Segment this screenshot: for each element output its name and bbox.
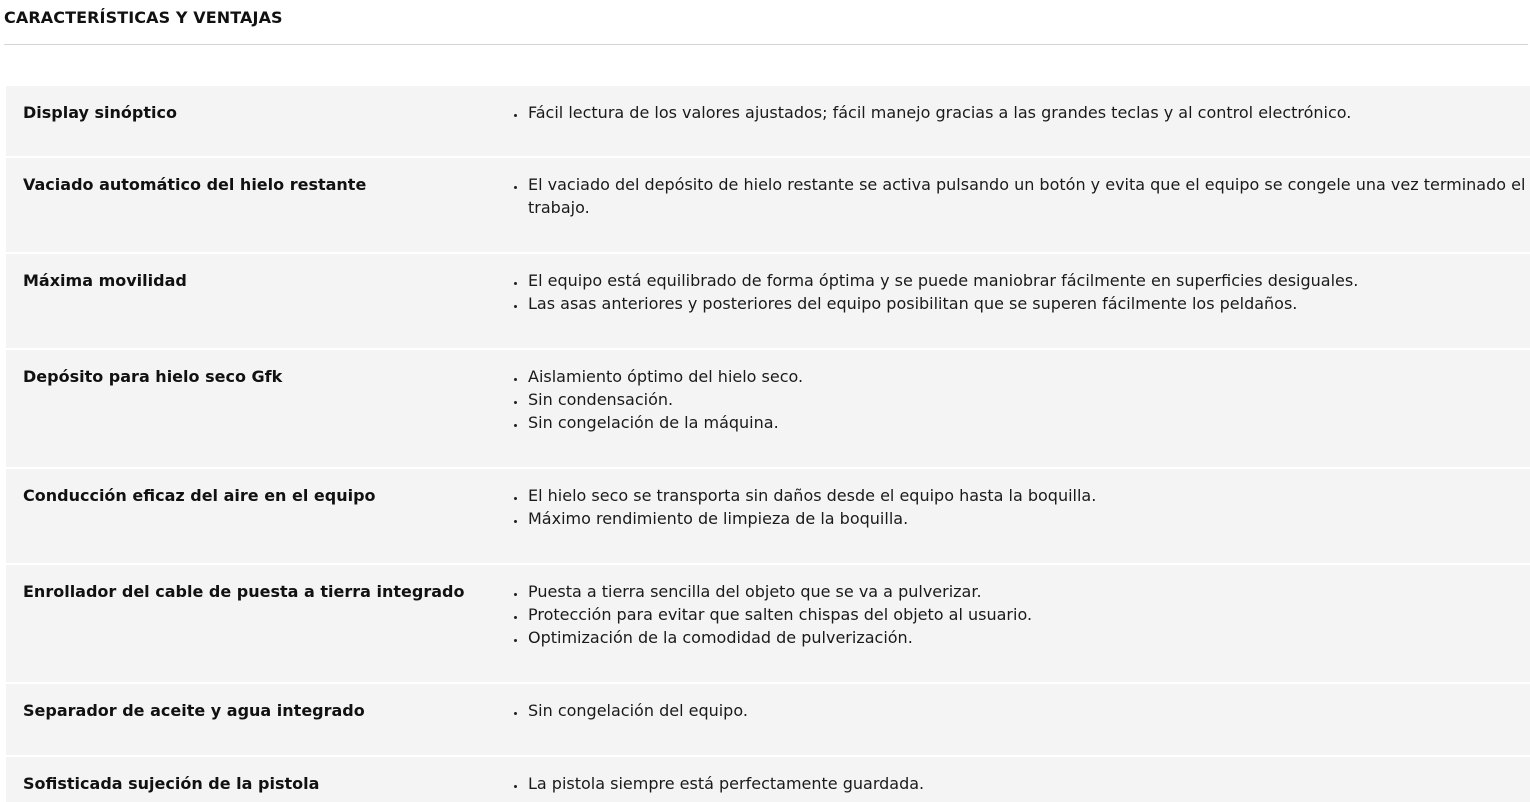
benefit-list <box>496 269 1530 348</box>
features-table <box>6 86 1530 802</box>
benefit-item <box>514 772 1530 795</box>
bullet-icon <box>514 712 517 715</box>
feature-row <box>6 350 1530 469</box>
feature-row <box>6 254 1530 350</box>
feature-name: Enrollador del cable de puesta a tierra integrado <box>23 582 465 601</box>
bullet-icon <box>514 401 517 404</box>
benefit-list <box>496 484 1530 563</box>
benefit-item <box>514 365 1530 388</box>
benefit-list <box>496 699 1530 755</box>
feature-row <box>6 757 1530 802</box>
bullet-icon <box>514 186 517 189</box>
bullet-icon <box>514 378 517 381</box>
benefit-text: Optimización de la comodidad de pulverización. <box>528 628 913 647</box>
benefit-text: El hielo seco se transporta sin daños desde el equipo hasta la boquilla. <box>528 486 1097 505</box>
feature-row <box>6 86 1530 158</box>
benefit-text: Aislamiento óptimo del hielo seco. <box>528 367 804 386</box>
benefit-item <box>514 507 1530 530</box>
benefit-text: Fácil lectura de los valores ajustados; fácil manejo gracias a las grandes teclas y al control electrónico. <box>528 103 1352 122</box>
feature-row <box>6 469 1530 565</box>
benefit-item <box>514 388 1530 411</box>
feature-row <box>6 565 1530 684</box>
benefit-item <box>514 626 1530 649</box>
bullet-icon <box>514 305 517 308</box>
bullet-icon <box>514 520 517 523</box>
feature-name: Sofisticada sujeción de la pistola <box>23 774 320 793</box>
feature-name: Separador de aceite y agua integrado <box>23 701 365 720</box>
benefit-text: Protección para evitar que salten chispas del objeto al usuario. <box>528 605 1033 624</box>
feature-row <box>6 684 1530 757</box>
benefit-text: Las asas anteriores y posteriores del equipo posibilitan que se superen fácilmente los peldaños. <box>528 294 1298 313</box>
bullet-icon <box>514 639 517 642</box>
feature-name: Depósito para hielo seco Gfk <box>23 367 283 386</box>
benefit-item <box>514 101 1530 124</box>
benefit-item <box>514 484 1530 507</box>
benefit-text: Puesta a tierra sencilla del objeto que se va a pulverizar. <box>528 582 982 601</box>
benefit-list <box>496 173 1530 252</box>
benefit-item <box>514 269 1530 292</box>
benefit-item <box>514 292 1530 315</box>
feature-name: Máxima movilidad <box>23 271 187 290</box>
section-title: CARACTERÍSTICAS Y VENTAJAS <box>4 8 283 27</box>
benefit-text: El vaciado del depósito de hielo restante se activa pulsando un botón y evita que el equipo se congele una vez terminado el trabajo. <box>528 175 1526 217</box>
bullet-icon <box>514 616 517 619</box>
benefit-item <box>514 699 1530 722</box>
bullet-icon <box>514 282 517 285</box>
feature-name: Display sinóptico <box>23 103 177 122</box>
benefit-list <box>496 365 1530 467</box>
benefit-text: Sin congelación de la máquina. <box>528 413 779 432</box>
benefit-item <box>514 411 1530 434</box>
benefit-text: Sin congelación del equipo. <box>528 701 748 720</box>
benefit-list <box>496 101 1530 156</box>
title-divider <box>4 44 1528 45</box>
benefit-text: Sin condensación. <box>528 390 674 409</box>
benefit-text: El equipo está equilibrado de forma óptima y se puede maniobrar fácilmente en superficies desiguales. <box>528 271 1359 290</box>
benefit-item <box>514 580 1530 603</box>
benefit-list <box>496 580 1530 682</box>
benefit-text: Máximo rendimiento de limpieza de la boquilla. <box>528 509 909 528</box>
bullet-icon <box>514 785 517 788</box>
feature-row <box>6 158 1530 254</box>
benefit-list <box>496 772 1530 802</box>
feature-name: Conducción eficaz del aire en el equipo <box>23 486 376 505</box>
benefit-text: La pistola siempre está perfectamente guardada. <box>528 774 925 793</box>
feature-name: Vaciado automático del hielo restante <box>23 175 367 194</box>
benefit-item <box>514 603 1530 626</box>
benefit-item <box>514 173 1530 219</box>
bullet-icon <box>514 593 517 596</box>
bullet-icon <box>514 114 517 117</box>
bullet-icon <box>514 424 517 427</box>
bullet-icon <box>514 497 517 500</box>
